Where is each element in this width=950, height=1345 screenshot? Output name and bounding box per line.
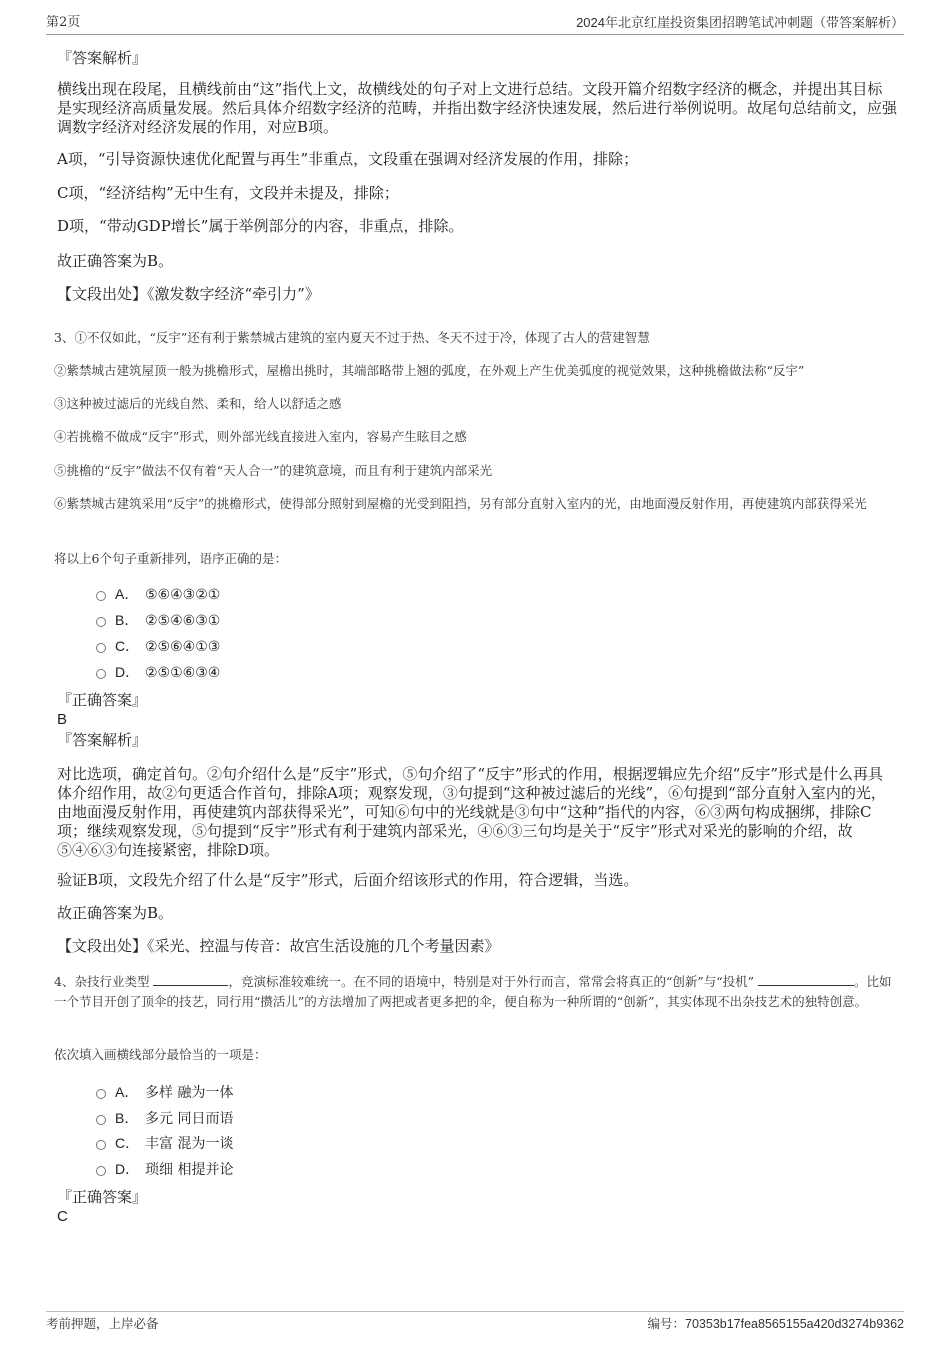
q3-prompt: 将以上6个句子重新排列，语序正确的是： (54, 551, 287, 566)
q3-conclusion: 故正确答案为B。 (57, 904, 174, 922)
q3-sentence-2: ②紫禁城古建筑屋顶一般为挑檐形式，屋檐出挑时，其端部略带上翘的弧度，在外观上产生优美弧度的视觉效果，这种挑檐做法称“反宇” (54, 363, 805, 378)
footer-slogan: 考前押题，上岸必备 (46, 1316, 159, 1331)
q3-sentence-5: ⑤挑檐的“反宇”做法不仅有着“天人合一”的建筑意境，而且有利于建筑内部采光 (54, 463, 493, 478)
document-title: 2024年北京红崖投资集团招聘笔试冲刺题（带答案解析） (576, 15, 904, 30)
q4-option-d[interactable]: D． 琐细 相提并论 (96, 1159, 233, 1179)
q3-option-a[interactable]: A． ⑤⑥④③②① (96, 584, 220, 604)
analysis-label: 『答案解析』 (57, 49, 148, 67)
page-number: 第2页 (46, 15, 81, 30)
q3-verify: 验证B项，文段先介绍了什么是“反宇”形式，后面介绍该形式的作用，符合逻辑，当选。 (57, 871, 639, 889)
q3-answer: B (57, 711, 68, 728)
radio-button-icon[interactable] (96, 643, 106, 653)
page-footer (46, 1311, 904, 1334)
q3-sentence-4: ④若挑檐不做成“反宇”形式，则外部光线直接进入室内，容易产生眩目之感 (54, 429, 467, 444)
q3-sentence-3: ③这种被过滤后的光线自然、柔和，给人以舒适之感 (54, 396, 342, 411)
fill-blank-1[interactable] (153, 972, 228, 986)
option-d-explanation: D项，“带动GDP增长”属于举例部分的内容，非重点，排除。 (57, 217, 464, 235)
q4-prompt: 依次填入画横线部分最恰当的一项是： (54, 1047, 267, 1062)
q3-option-c[interactable]: C． ②⑤⑥④①③ (96, 636, 220, 656)
q3-option-b[interactable]: B． ②⑤④⑥③① (96, 610, 220, 630)
q4-answer: C (57, 1208, 68, 1225)
option-a-explanation: A项，“引导资源快速优化配置与再生”非重点，文段重在强调对经济发展的作用，排除； (57, 150, 639, 168)
radio-button-icon[interactable] (96, 1166, 106, 1176)
option-c-explanation: C项，“经济结构”无中生有，文段并未提及，排除； (57, 184, 399, 202)
source-citation: 【文段出处】《激发数字经济“牵引力”》 (57, 285, 320, 303)
radio-button-icon[interactable] (96, 1140, 106, 1150)
q3-sentence-6: ⑥紫禁城古建筑采用“反宇”的挑檐形式，使得部分照射到屋檐的光受到阻挡，另有部分直射入室内的光，由地面漫反射作用，再使建筑内部获得采光 (54, 496, 867, 511)
radio-button-icon[interactable] (96, 617, 106, 627)
q4-option-b[interactable]: B． 多元 同日而语 (96, 1108, 233, 1128)
q3-answer-label: 『正确答案』 (57, 691, 148, 709)
conclusion: 故正确答案为B。 (57, 252, 174, 270)
radio-button-icon[interactable] (96, 1115, 106, 1125)
analysis-text: 横线出现在段尾，且横线前由“这”指代上文，故横线处的句子对上文进行总结。文段开篇介绍数字经济的概念，并提出其目标是实现经济高质量发展。然后具体介绍数字经济的范畴，并指出数字经济快速发展，然后进行举例说明。故尾句总结前文，应强调数字经济对经济发展的作用，对应B项。 (57, 80, 898, 136)
radio-button-icon[interactable] (96, 669, 106, 679)
q3-analysis-label: 『答案解析』 (57, 731, 148, 749)
q3-analysis-text: 对比选项，确定首句。②句介绍什么是“反宇”形式，⑤句介绍了“反宇”形式的作用，根据逻辑应先介绍“反宇”形式是什么再具体介绍作用，故②句更适合作首句，排除A项；观察发现，③句提到“这种被过滤后的光线”，⑥句提到“部分直射入室内的光，由地面漫反射作用，再使建筑内部获得采光”，可知⑥句中的光线就是③句中“这种”指代的内容，⑥③两句构成捆绑，排除C项；继续观察发现，⑤句提到“反宇”形式有利于建筑内部采光，④⑥③三句均是关于“反宇”形式对采光的影响的介绍，故⑤④⑥③句连接紧密，排除D项。 (57, 765, 886, 859)
q3-option-d[interactable]: D． ②⑤①⑥③④ (96, 662, 220, 682)
q4-stem: 4、杂技行业类型 ，竞演标准较难统一。在不同的语境中，特别是对于外行而言，常常会将真正的“创新”与“投机” 。比如一个节目开创了顶伞的技艺，同行用“攒活儿”的方法增加了两把或者更多把的伞，便自称为一种所谓的“创新”，其实体现不出杂技艺术的独特创意。 (54, 974, 892, 1009)
page-header (46, 14, 904, 35)
fill-blank-2[interactable] (758, 972, 854, 986)
q4-answer-label: 『正确答案』 (57, 1188, 148, 1206)
q3-sentence-1: 3、①不仅如此，“反宇”还有利于紫禁城古建筑的室内夏天不过于热、冬天不过于冷，体现了古人的营建智慧 (54, 330, 650, 345)
q4-option-a[interactable]: A． 多样 融为一体 (96, 1082, 233, 1102)
radio-button-icon[interactable] (96, 591, 106, 601)
q4-option-c[interactable]: C． 丰富 混为一谈 (96, 1133, 233, 1153)
q3-source: 【文段出处】《采光、控温与传音：故宫生活设施的几个考量因素》 (57, 937, 500, 955)
radio-button-icon[interactable] (96, 1089, 106, 1099)
document-id: 编号：70353b17fea8565155a420d3274b9362 (647, 1317, 904, 1331)
